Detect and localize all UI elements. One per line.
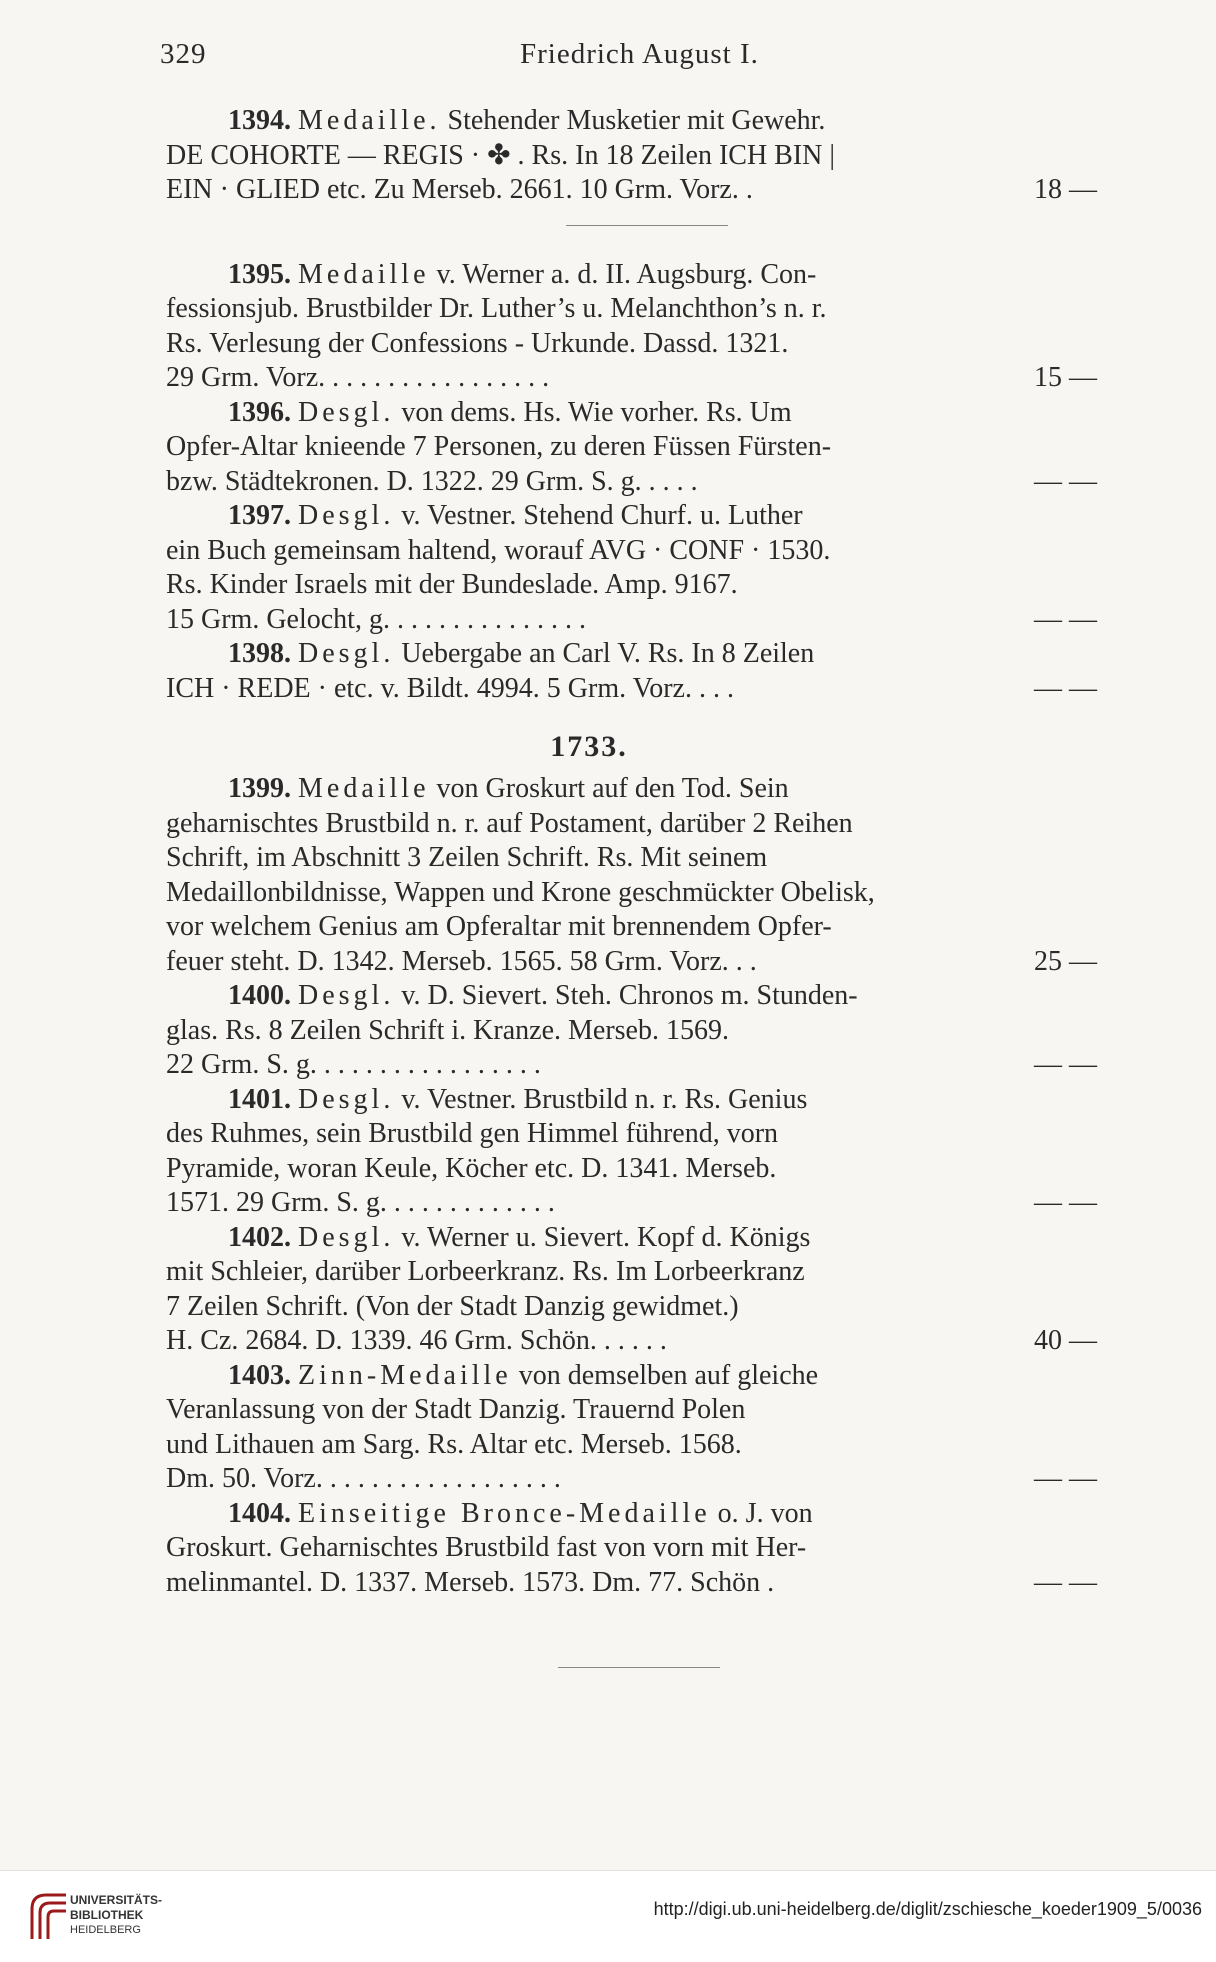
entry-text: feuer steht. D. 1342. Merseb. 1565. 58 Grm. Vorz. . .: [166, 945, 757, 977]
entry-text: bzw. Städtekronen. D. 1322. 29 Grm. S. g. . . . .: [166, 465, 698, 497]
entry-price: — —: [1034, 1463, 1097, 1494]
entry-type: Desgl.: [298, 638, 395, 669]
entry-line: [166, 603, 1166, 638]
entry-type: Medaille: [298, 773, 430, 804]
entry-text: des Ruhmes, sein Brustbild gen Himmel führend, vorn: [166, 1118, 779, 1149]
entry-text: Medaillonbildnisse, Wappen und Krone geschmückter Obelisk,: [166, 876, 875, 908]
entry-text: Opfer-Altar knieende 7 Personen, zu deren Füssen Fürsten-: [166, 431, 832, 462]
end-rule: [558, 1667, 720, 1668]
library-name-line-3: HEIDELBERG: [70, 1924, 141, 1936]
entry-line: [166, 258, 1166, 293]
entry-line: [166, 637, 1166, 672]
entry-line: [166, 1428, 1166, 1463]
entry-line: [166, 1497, 1166, 1532]
entry-text: [166, 979, 1074, 1014]
entry-number: 1401.: [228, 1083, 291, 1115]
entry-description: Uebergabe an Carl V. Rs. In 8 Zeilen: [394, 638, 815, 669]
entry-type: Desgl.: [298, 1083, 395, 1115]
entry-price: — —: [1034, 465, 1097, 497]
entry-text: vor welchem Genius am Opferaltar mit brennendem Opfer-: [166, 911, 832, 942]
entry-line: [166, 292, 1166, 327]
catalogue-entry: [166, 1359, 1166, 1497]
entry-line: [166, 327, 1166, 362]
entry-line: [166, 945, 1166, 980]
year-heading: 1733.: [550, 730, 628, 763]
entries-section-1: [166, 104, 1166, 208]
entry-text: melinmantel. D. 1337. Merseb. 1573. Dm. 77. Schön .: [166, 1566, 775, 1598]
entry-price: 25 —: [1034, 945, 1097, 977]
entry-line: [166, 104, 1166, 139]
catalogue-entry: [166, 772, 1166, 979]
entries-section-2: [166, 258, 1166, 707]
entry-type: Desgl.: [298, 980, 395, 1011]
entry-number: 1400.: [228, 980, 291, 1011]
entry-line: [166, 807, 1166, 842]
entry-price: 15 —: [1034, 362, 1097, 393]
entry-line: [166, 1117, 1166, 1152]
entry-price: — —: [1034, 603, 1097, 635]
entry-type: Einseitige Bronce-Medaille: [298, 1497, 711, 1529]
entry-line: [166, 1083, 1166, 1118]
entry-line: [166, 430, 1166, 465]
entry-price: — —: [1034, 672, 1097, 704]
entries-section-3: [166, 772, 1166, 1600]
library-logo-icon: [26, 1889, 76, 1945]
library-name-line-1: UNIVERSITÄTS-: [70, 1893, 163, 1907]
entry-line: [166, 1186, 1166, 1221]
entry-line: [166, 465, 1166, 500]
entry-line: [166, 876, 1166, 911]
page-title: Friedrich August I.: [520, 38, 759, 70]
entry-description: von demselben auf gleiche: [511, 1359, 819, 1391]
catalogue-entry: [166, 637, 1166, 706]
catalogue-entry: [166, 499, 1166, 637]
entry-line: [166, 1048, 1166, 1083]
entry-description: von Groskurt auf den Tod. Sein: [429, 773, 789, 804]
entry-text: [166, 1497, 1074, 1532]
entry-text: [166, 258, 1074, 293]
entry-description: v. Werner a. d. II. Augsburg. Con-: [429, 258, 817, 290]
entry-text: [166, 499, 1074, 534]
entry-number: 1399.: [228, 773, 291, 804]
entry-line: [166, 1152, 1166, 1187]
entry-price: 18 —: [1034, 174, 1097, 205]
library-name: [70, 1893, 162, 1938]
entry-line: [166, 361, 1166, 396]
entry-text: Rs. Verlesung der Confessions - Urkunde. Dassd. 1321.: [166, 327, 789, 359]
entry-description: v. Vestner. Stehend Churf. u. Luther: [394, 500, 803, 531]
entry-line: [166, 672, 1166, 707]
entry-description: Stehender Musketier mit Gewehr.: [440, 105, 826, 136]
separator-rule: [166, 208, 1166, 242]
catalogue-entry: [166, 104, 1166, 208]
entry-type: Desgl.: [298, 396, 395, 428]
entry-description: v. Vestner. Brustbild n. r. Rs. Genius: [394, 1083, 808, 1115]
entry-text: 22 Grm. S. g. . . . . . . . . . . . . . . . .: [166, 1049, 541, 1080]
entry-text: [166, 772, 1074, 807]
entry-text: H. Cz. 2684. D. 1339. 46 Grm. Schön. . . . . .: [166, 1325, 667, 1356]
entry-line: [166, 979, 1166, 1014]
entry-number: 1394.: [228, 105, 291, 136]
entry-line: [166, 1290, 1166, 1325]
entry-line: [166, 772, 1166, 807]
entry-text: Schrift, im Abschnitt 3 Zeilen Schrift. Rs. Mit seinem: [166, 842, 768, 873]
entry-line: [166, 499, 1166, 534]
entry-type: Zinn-Medaille: [298, 1359, 512, 1391]
entry-text: mit Schleier, darüber Lorbeerkranz. Rs. Im Lorbeerkranz: [166, 1256, 805, 1287]
entry-number: 1395.: [228, 258, 291, 290]
catalogue-column: [166, 104, 1166, 1600]
entry-line: [166, 1393, 1166, 1428]
entry-number: 1396.: [228, 396, 291, 428]
entry-text: Rs. Kinder Israels mit der Bundeslade. Amp. 9167.: [166, 569, 738, 600]
entry-line: [166, 910, 1166, 945]
entry-text: 1571. 29 Grm. S. g. . . . . . . . . . . . .: [166, 1187, 555, 1218]
entry-text: und Lithauen am Sarg. Rs. Altar etc. Merseb. 1568.: [166, 1428, 742, 1460]
entry-line: [166, 1531, 1166, 1566]
entry-number: 1402.: [228, 1221, 291, 1253]
entry-line: [166, 1462, 1166, 1497]
entry-line: [166, 396, 1166, 431]
catalogue-entry: [166, 258, 1166, 396]
entry-text: [166, 637, 1074, 672]
entry-price: — —: [1034, 1187, 1097, 1218]
entry-description: von dems. Hs. Wie vorher. Rs. Um: [394, 396, 792, 428]
entry-type: Desgl.: [298, 1221, 395, 1253]
footer-bar: [0, 1870, 1216, 1962]
entry-description: v. Werner u. Sievert. Kopf d. Königs: [394, 1221, 811, 1253]
entry-line: [166, 1221, 1166, 1256]
entry-line: [166, 841, 1166, 876]
entry-text: Dm. 50. Vorz. . . . . . . . . . . . . . . . . .: [166, 1463, 561, 1494]
entry-description: o. J. von: [710, 1497, 813, 1529]
entry-text: EIN · GLIED etc. Zu Merseb. 2661. 10 Grm. Vorz. .: [166, 174, 753, 205]
entry-text: 15 Grm. Gelocht, g. . . . . . . . . . . . . . .: [166, 603, 586, 635]
entry-price: 40 —: [1034, 1325, 1097, 1356]
page-header: [160, 38, 1020, 78]
entry-text: [166, 1359, 1074, 1394]
entry-text: [166, 1221, 1074, 1256]
entry-price: — —: [1034, 1049, 1097, 1080]
catalogue-entry: [166, 1083, 1166, 1221]
catalogue-entry: [166, 396, 1166, 500]
entry-line: [166, 1255, 1166, 1290]
entry-line: [166, 568, 1166, 603]
catalogue-entry: [166, 1497, 1166, 1601]
entry-text: [166, 1083, 1074, 1118]
page-number: 329: [160, 38, 207, 70]
entry-text: Pyramide, woran Keule, Köcher etc. D. 1341. Merseb.: [166, 1152, 777, 1184]
entry-text: [166, 396, 1074, 431]
entry-line: [166, 1359, 1166, 1394]
entry-line: [166, 534, 1166, 569]
entry-text: ein Buch gemeinsam haltend, worauf AVG · CONF · 1530.: [166, 534, 831, 566]
entry-line: [166, 1566, 1166, 1601]
entry-description: v. D. Sievert. Steh. Chronos m. Stunden-: [394, 980, 858, 1011]
permalink-url[interactable]: http://digi.ub.uni-heidelberg.de/diglit/zschiesche_koeder1909_5/0036: [653, 1899, 1202, 1919]
entry-text: 7 Zeilen Schrift. (Von der Stadt Danzig gewidmet.): [166, 1290, 739, 1322]
entry-text: 29 Grm. Vorz. . . . . . . . . . . . . . . . .: [166, 362, 550, 393]
entry-text: DE COHORTE — REGIS · ✤ . Rs. In 18 Zeilen ICH BIN |: [166, 139, 836, 171]
entry-text: [166, 104, 1074, 139]
entry-text: geharnischtes Brustbild n. r. auf Postament, darüber 2 Reihen: [166, 807, 853, 839]
entry-text: ICH · REDE · etc. v. Bildt. 4994. 5 Grm. Vorz. . . .: [166, 672, 734, 704]
catalogue-entry: [166, 979, 1166, 1083]
entry-type: Medaille.: [298, 105, 441, 136]
entry-price: — —: [1034, 1566, 1097, 1598]
catalogue-entry: [166, 1221, 1166, 1359]
library-name-line-2: BIBLIOTHEK: [70, 1908, 144, 1922]
entry-number: 1403.: [228, 1359, 291, 1391]
entry-text: fessionsjub. Brustbilder Dr. Luther’s u. Melanchthon’s n. r.: [166, 293, 827, 324]
entry-number: 1397.: [228, 500, 291, 531]
entry-text: glas. Rs. 8 Zeilen Schrift i. Kranze. Merseb. 1569.: [166, 1014, 729, 1046]
entry-line: [166, 173, 1166, 208]
entry-text: Groskurt. Geharnischtes Brustbild fast von vorn mit Her-: [166, 1532, 807, 1563]
entry-line: [166, 1014, 1166, 1049]
entry-type: Medaille: [298, 258, 430, 290]
entry-number: 1398.: [228, 638, 291, 669]
entry-number: 1404.: [228, 1497, 291, 1529]
entry-line: [166, 139, 1166, 174]
entry-text: Veranlassung von der Stadt Danzig. Trauernd Polen: [166, 1394, 746, 1425]
entry-line: [166, 1324, 1166, 1359]
entry-type: Desgl.: [298, 500, 395, 531]
